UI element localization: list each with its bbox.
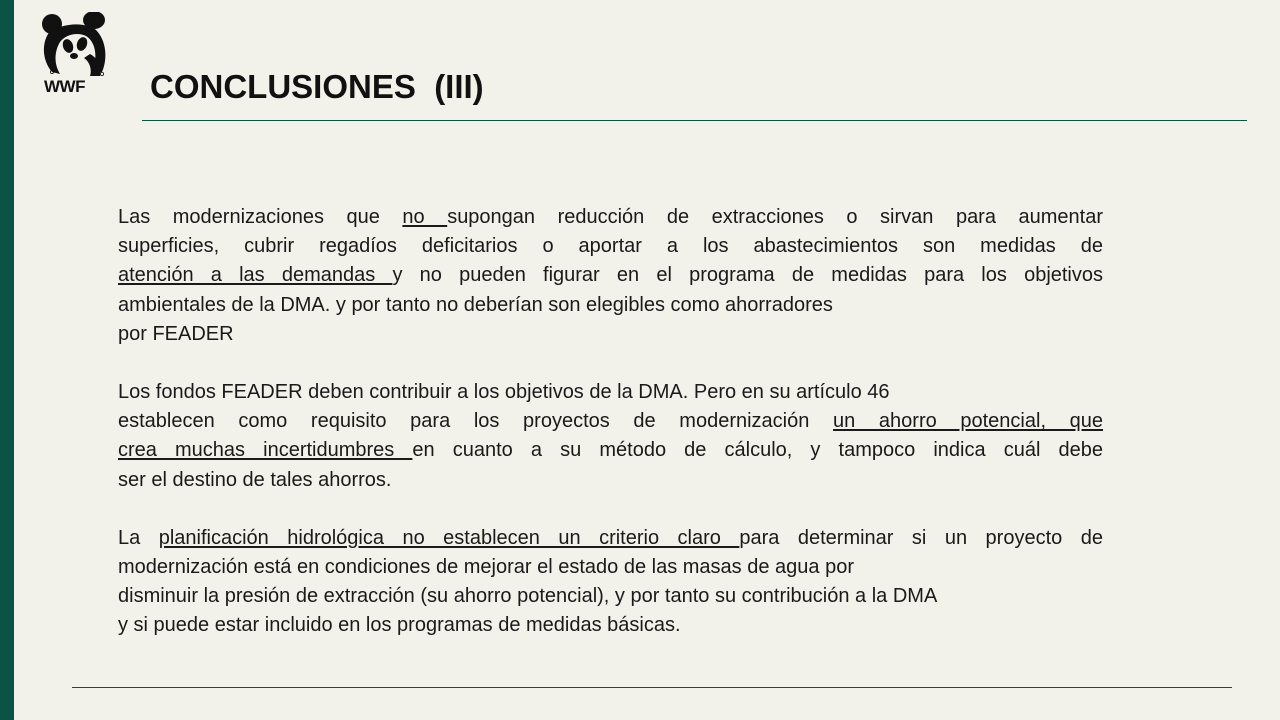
paragraph-2 — [118, 378, 1103, 495]
p3-line-1 — [118, 524, 1103, 553]
underlined-text: atención a las demandas — [118, 264, 393, 287]
paragraph-3 — [118, 524, 1103, 641]
p1-line-1 — [118, 203, 1103, 232]
underlined-text: un ahorro potencial, que — [833, 410, 1104, 433]
text-span: establecen como requisito para los proyectos de modernización — [118, 410, 834, 433]
slide-body — [118, 203, 1103, 641]
p1-line-2: superficies, cubrir regadíos deficitarios o aportar a los abastecimientos son medidas de — [118, 235, 1103, 258]
p3-line-4: y si puede estar incluido en los programas de medidas básicas. — [118, 614, 681, 637]
p3-line-2: modernización está en condiciones de mejorar el estado de las masas de agua por — [118, 556, 854, 579]
underlined-text: no — [402, 206, 448, 228]
panda-icon — [38, 12, 110, 78]
underlined-text: planificación hidrológica no establecen un criterio claro — [158, 526, 740, 549]
p1-line-3 — [118, 261, 1103, 290]
page-title: CONCLUSIONES (III) — [150, 68, 484, 105]
underlined-text: crea muchas incertidumbres — [118, 439, 413, 462]
footer-divider — [72, 687, 1232, 688]
p2-line-4: ser el destino de tales ahorros. — [118, 468, 392, 491]
text-span: en cuanto a su método de cálculo, y tampoco indica cuál debe — [412, 439, 1103, 462]
p2-line-1: Los fondos FEADER deben contribuir a los objetivos de la DMA. Pero en su artículo 46 — [118, 381, 890, 404]
logo-wordmark: WWF — [44, 77, 85, 96]
text-span: y no pueden figurar en el programa de medidas para los objetivos — [392, 264, 1104, 287]
text-span: supongan reducción de extracciones o sirvan para aumentar — [447, 206, 1103, 228]
p1-line-5: por FEADER — [118, 322, 234, 345]
paragraph-1 — [118, 203, 1103, 349]
p2-line-2 — [118, 407, 1103, 436]
p1-line-4: ambientales de la DMA. y por tanto no deberían son elegibles como ahorradores — [118, 293, 833, 316]
title-divider — [142, 120, 1247, 121]
p2-line-3 — [118, 436, 1103, 465]
left-accent-bar — [0, 0, 14, 720]
text-span: para determinar si un proyecto de — [739, 526, 1103, 549]
text-span: La — [118, 526, 159, 549]
p3-line-3: disminuir la presión de extracción (su ahorro potencial), y por tanto su contribución a la DMA — [118, 585, 938, 608]
text-span: Las modernizaciones que — [118, 206, 403, 228]
